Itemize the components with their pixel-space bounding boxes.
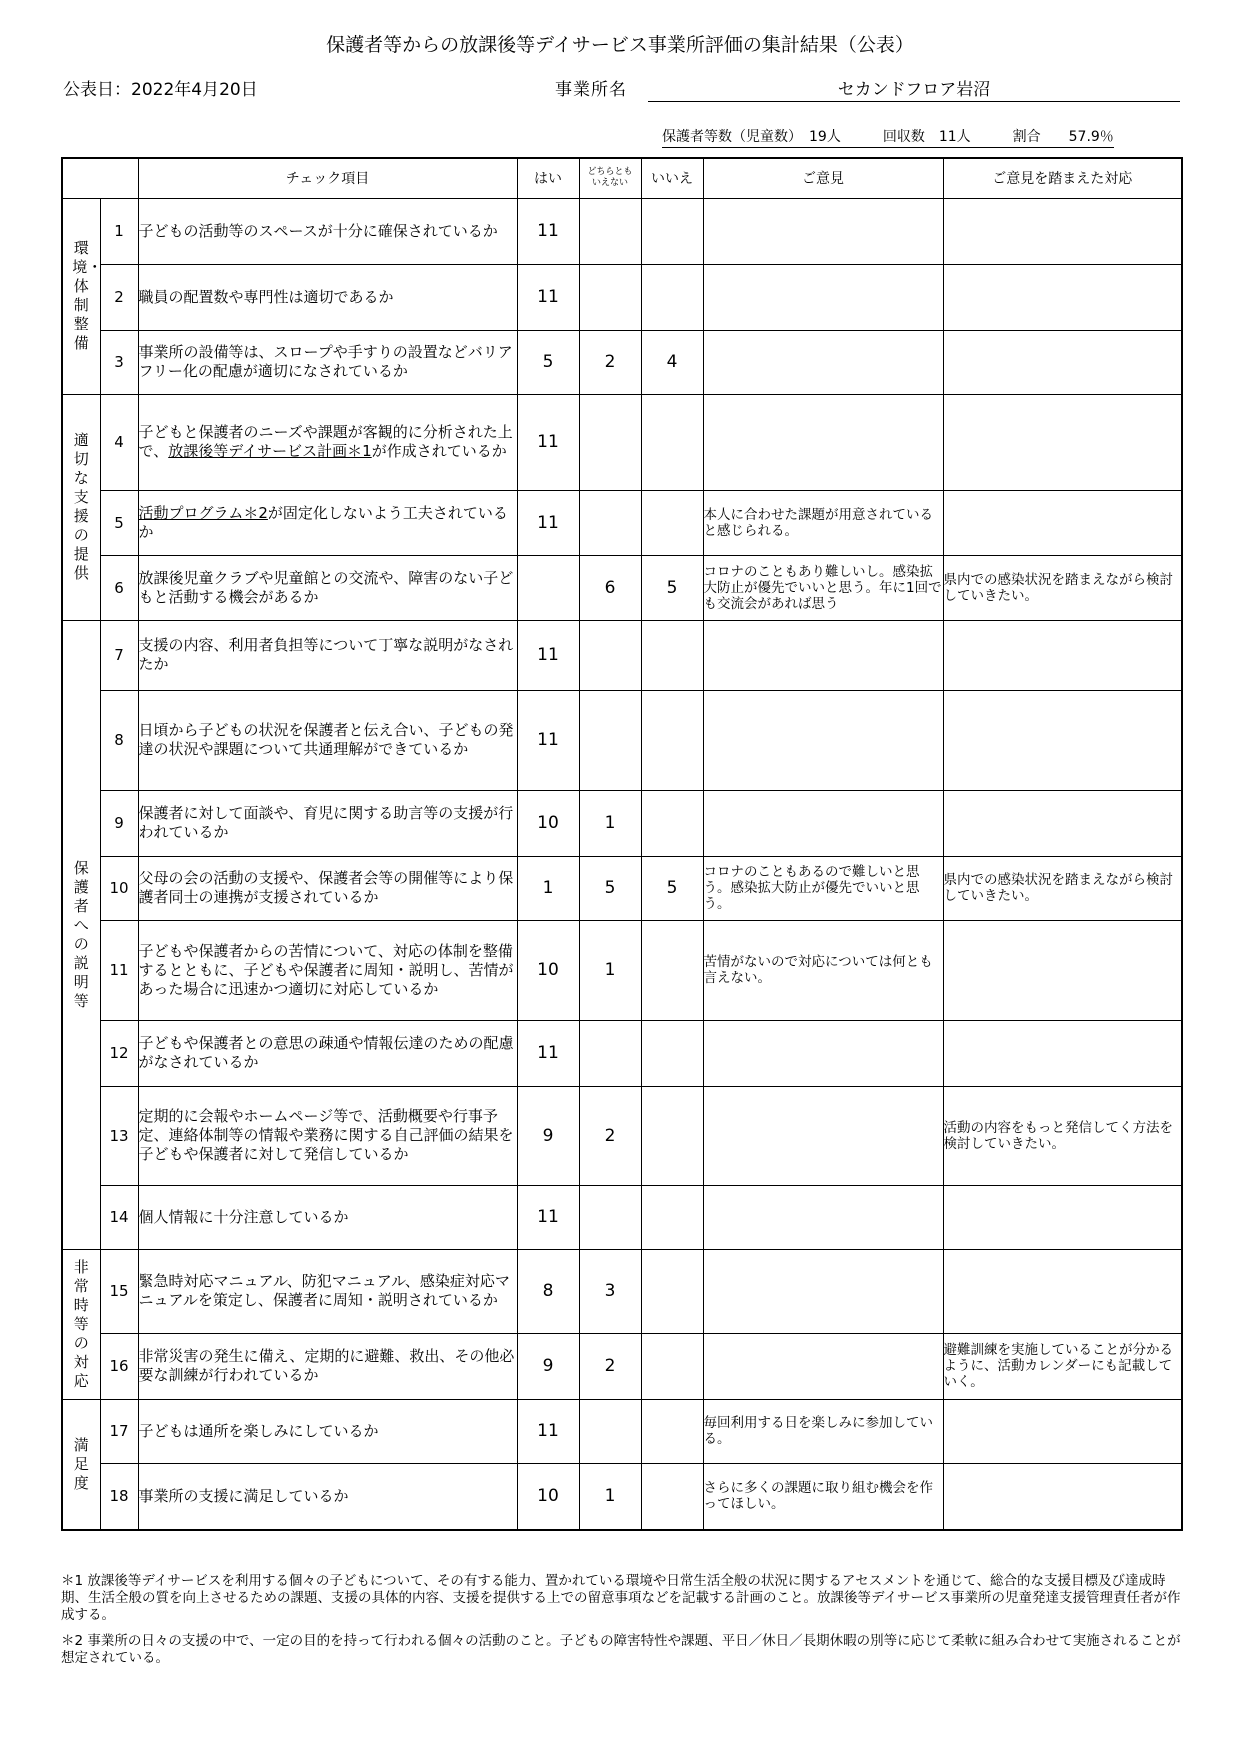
count-no [641, 490, 703, 555]
count-yes: 11 [517, 264, 579, 330]
item-number: 10 [100, 856, 138, 920]
item-number: 11 [100, 920, 138, 1020]
check-item-text: 事業所の設備等は、スロープや手すりの設置などバリアフリー化の配慮が適切になされているか [138, 343, 513, 380]
item-number: 16 [100, 1333, 138, 1399]
opinion-cell [703, 1333, 943, 1399]
check-item [138, 198, 517, 264]
response-stats: 保護者等数（児童数） 19人 回収数 11人 割合 57.9％ [662, 126, 1114, 148]
response-text: 避難訓練を実施していることが分かるように、活動カレンダーにも記載していく。 [943, 1342, 1173, 1390]
count-no [641, 1249, 703, 1333]
check-item-text: 子どもは通所を楽しみにしているか [138, 1421, 379, 1440]
count-no [641, 1463, 703, 1530]
count-no [641, 920, 703, 1020]
count-yes: 11 [517, 620, 579, 690]
check-item-text: 日頃から子どもの状況を保護者と伝え合い、子どもの発達の状況や課題について共通理解ができているか [138, 721, 514, 758]
count-no [641, 790, 703, 856]
opinion-cell [703, 555, 943, 620]
count-neither: 5 [579, 856, 641, 920]
header-blank [62, 158, 138, 198]
check-item-text: 子どもや保護者との意思の疎通や情報伝達のための配慮がなされているか [138, 1034, 514, 1071]
header-response: ご意見を踏まえた対応 [943, 158, 1182, 198]
check-item-text: 職員の配置数や専門性は適切であるか [138, 287, 394, 306]
check-item [138, 1185, 517, 1249]
check-item [138, 620, 517, 690]
count-no [641, 264, 703, 330]
header-opinion: ご意見 [703, 158, 943, 198]
check-item-text: 事業所の支援に満足しているか [138, 1486, 349, 1505]
header-yes: はい [517, 158, 579, 198]
count-neither: 1 [579, 790, 641, 856]
response-text: 県内での感染状況を踏まえながら検討していきたい。 [943, 872, 1173, 904]
check-item [138, 1333, 517, 1399]
count-neither [579, 1185, 641, 1249]
check-item [138, 330, 517, 394]
category-label: 保護者への説明等 [62, 620, 100, 1249]
check-item [138, 690, 517, 790]
item-number: 4 [100, 394, 138, 490]
opinion-cell [703, 264, 943, 330]
count-neither: 6 [579, 555, 641, 620]
count-no [641, 1399, 703, 1463]
office-label: 事業所名 [555, 80, 627, 100]
table-row [62, 555, 1182, 620]
check-item [138, 1399, 517, 1463]
item-number: 17 [100, 1399, 138, 1463]
table-header-row [62, 158, 1182, 198]
table-row [62, 394, 1182, 490]
check-item-text-end: が固定化しないよう工夫されているか [138, 503, 508, 541]
check-item [138, 1463, 517, 1530]
item-number: 8 [100, 690, 138, 790]
evaluation-table [61, 157, 1183, 1531]
count-neither [579, 690, 641, 790]
opinion-cell [703, 790, 943, 856]
item-number: 18 [100, 1463, 138, 1530]
check-item-text: 個人情報に十分注意しているか [138, 1207, 349, 1226]
header-item: チェック項目 [138, 158, 517, 198]
response-cell [943, 1463, 1182, 1530]
opinion-cell [703, 1020, 943, 1086]
item-number: 1 [100, 198, 138, 264]
footnote-2: ＊2 事業所の日々の支援の中で、一定の目的を持って行われる個々の活動のこと。子どもの障害特性や課題、平日／休日／長期休暇の別等に応じて柔軟に組み合わせて実施されることが想定されている。 [61, 1633, 1181, 1666]
table-row [62, 1333, 1182, 1399]
count-no: 5 [641, 555, 703, 620]
table-row [62, 1020, 1182, 1086]
count-yes: 9 [517, 1086, 579, 1185]
opinion-cell [703, 1463, 943, 1530]
response-cell [943, 920, 1182, 1020]
response-text: 活動の内容をもっと発信してく方法を検討していきたい。 [943, 1119, 1173, 1152]
table-row [62, 1463, 1182, 1530]
opinion-cell [703, 1185, 943, 1249]
response-cell [943, 330, 1182, 394]
count-yes: 11 [517, 198, 579, 264]
item-number: 6 [100, 555, 138, 620]
count-neither [579, 620, 641, 690]
table-row [62, 264, 1182, 330]
item-number: 13 [100, 1086, 138, 1185]
response-cell [943, 1333, 1182, 1399]
table-row [62, 620, 1182, 690]
count-yes: 11 [517, 490, 579, 555]
response-cell [943, 264, 1182, 330]
item-number: 2 [100, 264, 138, 330]
response-cell [943, 1399, 1182, 1463]
opinion-cell [703, 198, 943, 264]
page-title: 保護者等からの放課後等デイサービス事業所評価の集計結果（公表） [326, 34, 914, 56]
count-neither: 1 [579, 920, 641, 1020]
response-cell [943, 856, 1182, 920]
table-row [62, 1249, 1182, 1333]
check-item [138, 1086, 517, 1185]
item-number: 15 [100, 1249, 138, 1333]
count-yes: 11 [517, 1399, 579, 1463]
count-yes: 10 [517, 1463, 579, 1530]
opinion-cell [703, 490, 943, 555]
opinion-text: さらに多くの課題に取り組む機会を作ってほしい。 [703, 1480, 933, 1513]
response-cell [943, 198, 1182, 264]
response-cell [943, 555, 1182, 620]
count-neither: 2 [579, 1333, 641, 1399]
count-neither [579, 1399, 641, 1463]
header-neither: どちらとも いえない [579, 158, 641, 198]
count-no [641, 1333, 703, 1399]
table-row [62, 920, 1182, 1020]
opinion-cell [703, 856, 943, 920]
count-no [641, 620, 703, 690]
check-item-text: 緊急時対応マニュアル、防犯マニュアル、感染症対応マニュアルを策定し、保護者に周知・説明されているか [138, 1272, 510, 1309]
table-row [62, 856, 1182, 920]
count-no: 5 [641, 856, 703, 920]
count-neither [579, 490, 641, 555]
count-yes: 1 [517, 856, 579, 920]
table-row [62, 1399, 1182, 1463]
category-label: 適切な支援の提供 [62, 394, 100, 620]
check-item [138, 856, 517, 920]
count-no [641, 690, 703, 790]
item-number: 12 [100, 1020, 138, 1086]
response-text: 県内での感染状況を踏まえながら検討していきたい。 [943, 571, 1173, 604]
opinion-text: コロナのこともあり難しいし。感染拡大防止が優先でいいと思う。年に1回でも交流会があれば思う [703, 563, 942, 612]
count-yes: 11 [517, 1020, 579, 1086]
count-neither: 3 [579, 1249, 641, 1333]
opinion-cell [703, 920, 943, 1020]
count-neither: 2 [579, 1086, 641, 1185]
footnote-1: ＊1 放課後等デイサービスを利用する個々の子どもについて、その有する能力、置かれている環境や日常生活全般の状況に関するアセスメントを通じて、総合的な支援目標及び達成時期、生活全般の質を向上させるための課題、支援の具体的内容、支援を提供する上での留意事項などを記載する計画のこと。放課後等デイサービス事業所の児童発達支援管理責任者が作成する。 [61, 1573, 1181, 1623]
table-row [62, 490, 1182, 555]
item-number: 14 [100, 1185, 138, 1249]
check-item [138, 555, 517, 620]
table-row [62, 790, 1182, 856]
check-item-text: 非常災害の発生に備え、定期的に避難、救出、その他必要な訓練が行われているか [138, 1347, 515, 1384]
count-no: 4 [641, 330, 703, 394]
item-number: 3 [100, 330, 138, 394]
check-item-text: 支援の内容、利用者負担等について丁寧な説明がなされたか [138, 636, 514, 673]
count-neither [579, 198, 641, 264]
count-yes: 11 [517, 690, 579, 790]
check-item-text: 父母の会の活動の支援や、保護者会等の開催等により保護者同士の連携が支援されているか [138, 869, 514, 906]
count-neither [579, 264, 641, 330]
opinion-cell [703, 330, 943, 394]
opinion-cell [703, 1086, 943, 1185]
header-no: いいえ [641, 158, 703, 198]
check-item-text-end: が作成されているか [371, 442, 507, 460]
response-cell [943, 690, 1182, 790]
opinion-text: 苦情がないので対応については何とも言えない。 [703, 954, 933, 986]
check-item-footnote-ref: 放課後等デイサービス計画＊1 [168, 442, 372, 460]
response-cell [943, 1020, 1182, 1086]
check-item [138, 490, 517, 555]
opinion-cell [703, 690, 943, 790]
check-item-text: 子どもの活動等のスペースが十分に確保されているか [138, 221, 498, 240]
count-no [641, 1086, 703, 1185]
office-name: セカンドフロア岩沼 [648, 75, 1180, 102]
count-yes [517, 555, 579, 620]
item-number: 7 [100, 620, 138, 690]
count-yes: 10 [517, 920, 579, 1020]
check-item-text: 定期的に会報やホームページ等で、活動概要や行事予定、連絡体制等の情報や業務に関する自己評価の結果を子どもや保護者に対して発信しているか [138, 1107, 514, 1163]
category-label: 非常時等の対応 [62, 1249, 100, 1399]
check-item-text: 子どもと保護者のニーズや課題が客観的に分析された上で、 [138, 423, 513, 460]
response-cell [943, 394, 1182, 490]
table-row [62, 1185, 1182, 1249]
opinion-cell [703, 1399, 943, 1463]
response-cell [943, 1185, 1182, 1249]
count-neither [579, 394, 641, 490]
response-cell [943, 1086, 1182, 1185]
item-number: 9 [100, 790, 138, 856]
opinion-text: 本人に合わせた課題が用意されていると感じられる。 [703, 506, 933, 539]
table-row [62, 330, 1182, 394]
check-item [138, 394, 517, 490]
table-row [62, 1086, 1182, 1185]
check-item-footnote-ref: 活動プログラム＊2 [138, 503, 268, 522]
count-yes: 5 [517, 330, 579, 394]
table-row [62, 690, 1182, 790]
opinion-cell [703, 620, 943, 690]
count-yes: 9 [517, 1333, 579, 1399]
check-item [138, 1020, 517, 1086]
count-yes: 10 [517, 790, 579, 856]
publication-date: 公表日：2022年4月20日 [63, 80, 258, 100]
check-item [138, 264, 517, 330]
count-yes: 11 [517, 394, 579, 490]
check-item-text: 放課後児童クラブや児童館との交流や、障害のない子どもと活動する機会があるか [138, 568, 514, 606]
check-item [138, 920, 517, 1020]
count-neither: 2 [579, 330, 641, 394]
count-no [641, 1020, 703, 1086]
response-cell [943, 490, 1182, 555]
check-item-text: 子どもや保護者からの苦情について、対応の体制を整備するとともに、子どもや保護者に周知・説明し、苦情があった場合に迅速かつ適切に対応しているか [138, 941, 514, 998]
count-neither: 1 [579, 1463, 641, 1530]
category-label: 満足度 [62, 1399, 100, 1530]
opinion-cell [703, 394, 943, 490]
item-number: 5 [100, 490, 138, 555]
count-yes: 11 [517, 1185, 579, 1249]
opinion-text: 毎回利用する日を楽しみに参加している。 [703, 1415, 933, 1447]
check-item [138, 790, 517, 856]
response-cell [943, 620, 1182, 690]
check-item-text: 保護者に対して面談や、育児に関する助言等の支援が行われているか [138, 804, 514, 841]
check-item [138, 1249, 517, 1333]
count-no [641, 198, 703, 264]
count-yes: 8 [517, 1249, 579, 1333]
count-no [641, 1185, 703, 1249]
count-neither [579, 1020, 641, 1086]
table-row [62, 198, 1182, 264]
category-label: 環境・体制整備 [62, 198, 100, 394]
response-cell [943, 790, 1182, 856]
count-no [641, 394, 703, 490]
opinion-cell [703, 1249, 943, 1333]
response-cell [943, 1249, 1182, 1333]
opinion-text: コロナのこともあるので難しいと思う。感染拡大防止が優先でいいと思う。 [703, 864, 920, 912]
